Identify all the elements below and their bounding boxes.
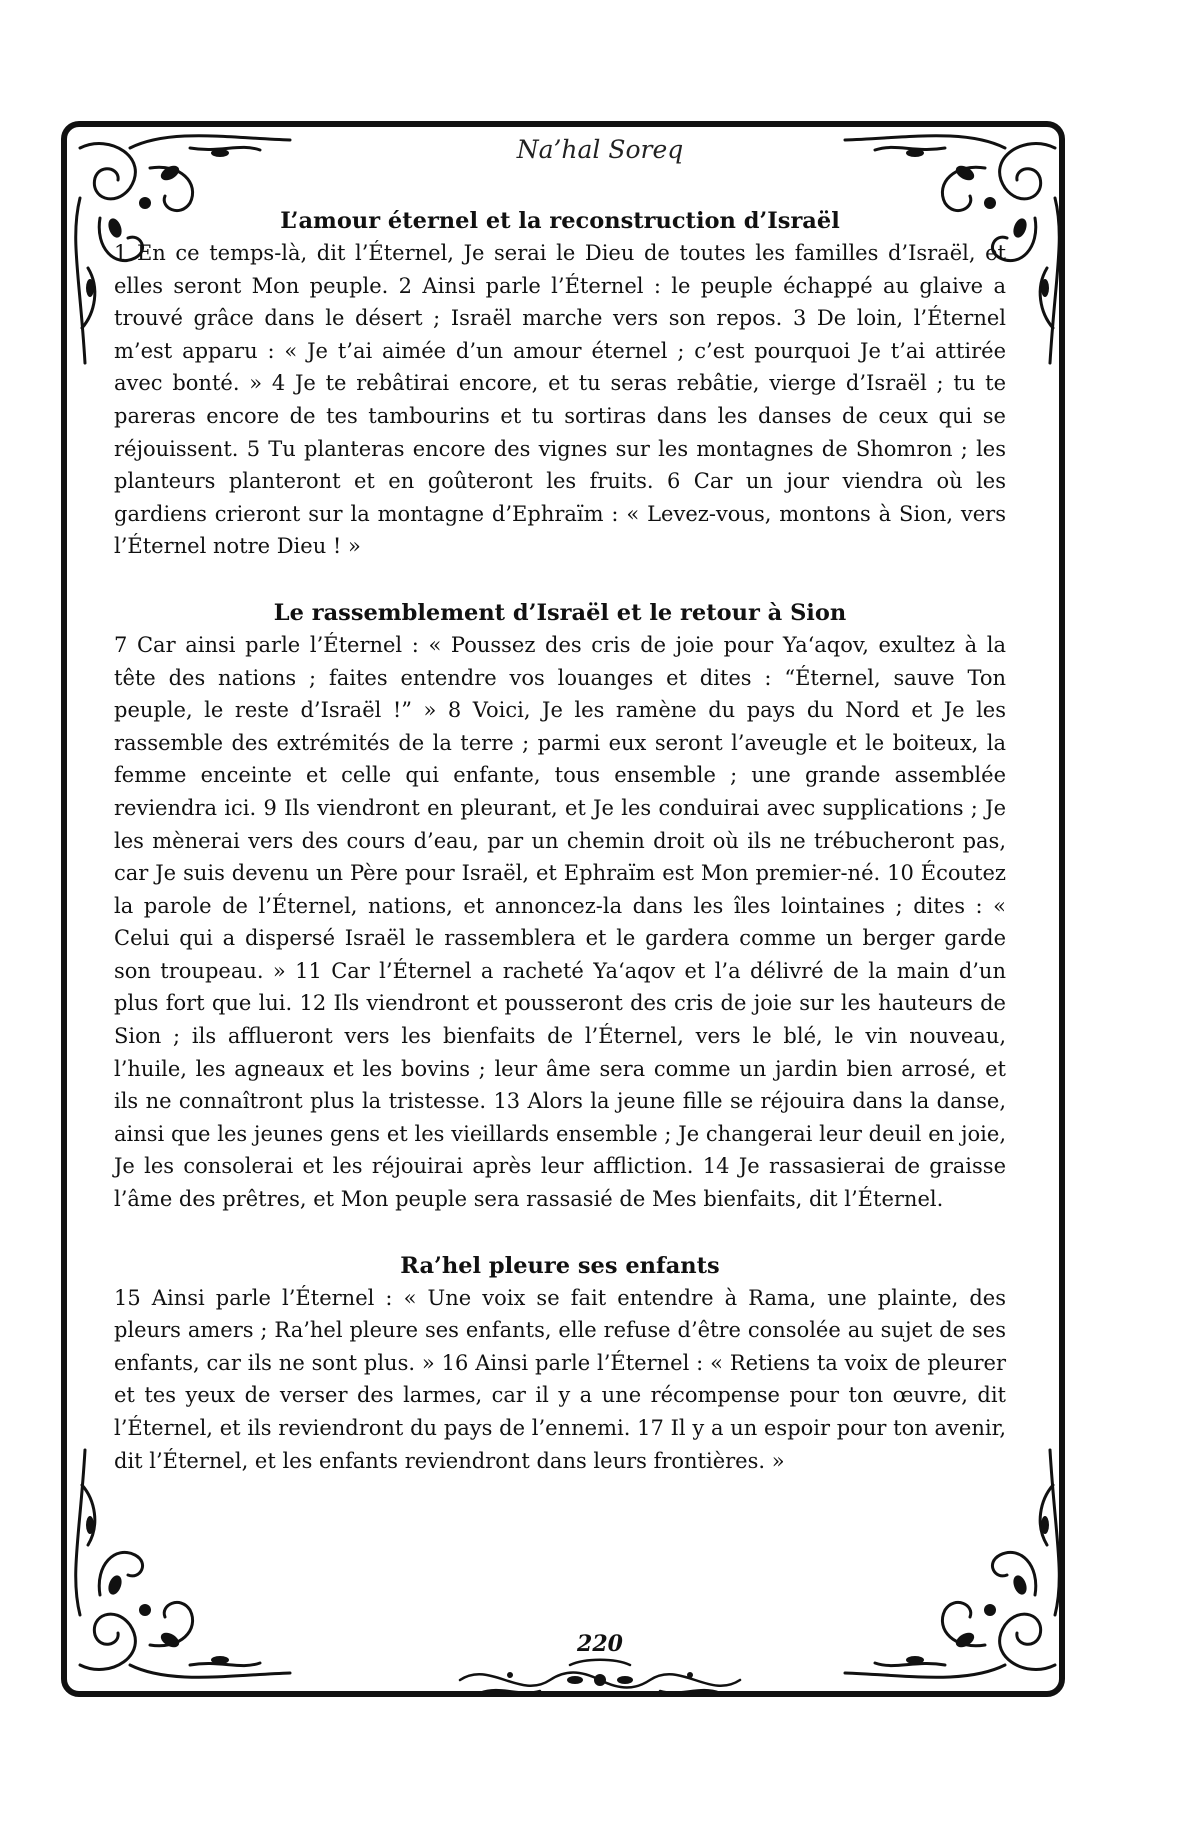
section-text: 15 Ainsi parle l’Éternel : « Une voix se fait entendre à Rama, une plainte, des pleurs amers ; Ra’hel pleure ses enfants, elle refuse d’être consolée au sujet de ses enfants, car ils ne sont plus. » 16 Ainsi parle l’Éternel : « Retiens ta voix de pleurer et tes yeux de verser des larmes, car il y a une récompense pour ton œuvre, dit l’Éternel, et ils reviendront du pays de l’ennemi. 17 Il y a un espoir pour ton avenir, dit l’Éternel, et les enfants reviendront dans leurs frontières. » (114, 1285, 1006, 1473)
section-spacer (114, 1216, 1006, 1250)
section-text: 1 En ce temps-là, dit l’Éternel, Je serai le Dieu de toutes les familles d’Israël, et elles seront Mon peuple. 2 Ainsi parle l’Éternel : le peuple échappé au glaive a trouvé grâce dans le désert ; Israël marche vers son repos. 3 De loin, l’Éternel m’est apparu : « Je t’ai aimée d’un amour éternel ; c’est pourquoi Je t’ai attirée avec bonté. » 4 Je te rebâtirai encore, et tu seras rebâtie, vierge d’Israël ; tu te pareras encore de tes tambourins et tu sortiras dans les danses de ceux qui se réjouissent. 5 Tu planteras encore des vignes sur les montagnes de Shomron ; les planteurs planteront et en goûteront les fruits. 6 Car un jour viendra où les gardiens crieront sur la montagne d’Ephraïm : « Levez-vous, montons à Sion, vers l’Éternel notre Dieu ! » (114, 241, 1006, 559)
section-title: Le rassemblement d’Israël et le retour à Sion (273, 599, 847, 626)
section-title: L’amour éternel et la reconstruction d’Israël (280, 208, 840, 234)
running-header-title: Na’hal Soreq (516, 135, 684, 164)
footer-ornament (450, 1655, 750, 1705)
section-spacer (114, 563, 1006, 597)
section-text: 7 Car ainsi parle l’Éternel : « Poussez des cris de joie pour Ya‘aqov, exultez à la tête des nations ; faites entendre vos louanges et dites : “Éternel, sauve Ton peuple, le reste d’Israël !” » 8 Voici, Je les ramène du pays du Nord et Je les rassemble des extrémités de la terre ; parmi eux seront l’aveugle et le boiteux, la femme enceinte et celle qui enfante, tous ensemble ; une grande assemblée reviendra ici. 9 Ils viendront en pleurant, et Je les conduirai avec supplications ; Je les mènerai vers des cours d’eau, par un chemin droit où ils ne trébucheront pas, car Je suis devenu un Père pour Israël, et Ephraïm est Mon premier-né. 10 Écoutez la parole de l’Éternel, nations, et annoncez-la dans les îles lointaines ; dites : « Celui qui a dispersé Israël le rassemblera et le gardera comme un berger garde son troupeau. » 11 Car l’Éternel a racheté Ya‘aqov et l’a délivré de la main d’un plus fort que lui. 12 Ils viendront et pousseront des cris de joie sur les hauteurs de Sion ; ils afflueront vers les bienfaits de l’Éternel, vers le blé, le vin nouveau, l’huile, les agneaux et les bovins ; leur âme sera comme un jardin bien arrosé, et ils ne connaîtront plus la tristesse. 13 Alors la jeune fille se réjouira dans la danse, ainsi que les jeunes gens et les vieillards ensemble ; Je changerai leur deuil en joie, Je les consolerai et les réjouirai après leur affliction. 14 Je rassasierai de graisse l’âme des prêtres, et Mon peuple sera rassasié de Mes bienfaits, dit l’Éternel. (114, 632, 1006, 1212)
page-number: 220 (577, 1631, 623, 1657)
section-title: Ra’hel pleure ses enfants (400, 1252, 720, 1279)
page-body (114, 205, 1006, 1477)
